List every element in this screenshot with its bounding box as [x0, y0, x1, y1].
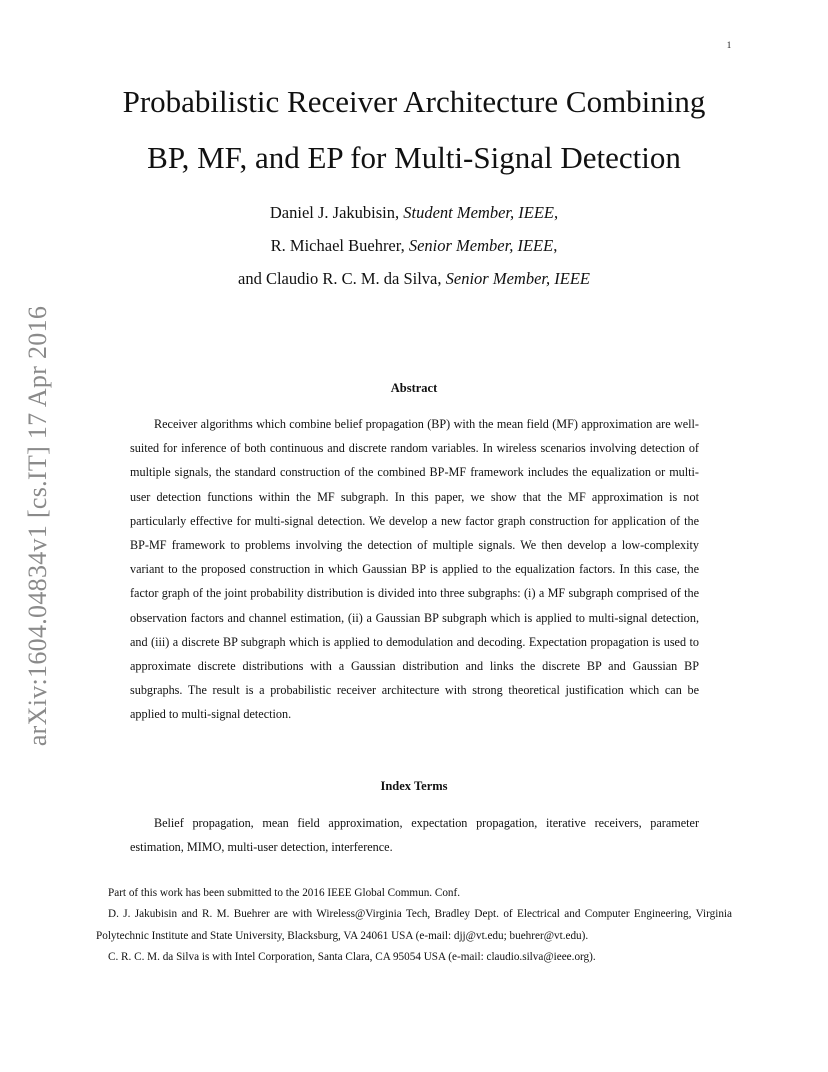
author-membership: Senior Member, IEEE: [445, 269, 590, 288]
author-suffix: ,: [554, 203, 559, 222]
title-line-1: Probabilistic Receiver Architecture Combining: [122, 84, 706, 119]
author-name: Daniel J. Jakubisin,: [269, 203, 400, 222]
footnote-affiliation-intel: C. R. C. M. da Silva is with Intel Corporation, Santa Clara, CA 95054 USA (e-mail: claudio.silva@ieee.org).: [108, 950, 596, 963]
author-line: [100, 229, 728, 262]
footnotes: [96, 883, 732, 968]
footnote-submission: Part of this work has been submitted to the 2016 IEEE Global Commun. Conf.: [108, 887, 461, 899]
abstract-text: Receiver algorithms which combine belief propagation (BP) with the mean field (MF) approximation are well-suited for inference of both continuous and discrete random variables. In wireless scenarios involving detection of multiple signals, the standard construction of the combined BP-MF framework includes the equalization or multi-user detection functions within the MF subgraph. In this paper, we show that the MF approximation is not particularly effective for multi-signal detection. We develop a new factor graph construction for application of the BP-MF framework to problems involving the detection of multiple signals. We then develop a low-complexity variant to the proposed construction in which Gaussian BP is applied to the equalization factors. In this case, the factor graph of the joint probability distribution is divided into three subgraphs: (i) a MF subgraph comprised of the observation factors and channel estimation, (ii) a Gaussian BP subgraph which is applied to multi-signal detection, and (iii) a discrete BP subgraph which is applied to demodulation and decoding. Expectation propagation is used to approximate discrete distributions with a Gaussian distribution and links the discrete BP and Gaussian BP subgraphs. The result is a probabilistic receiver architecture with strong theoretical justification which can be applied to multi-signal detection.: [130, 417, 699, 722]
author-suffix: ,: [553, 236, 558, 255]
footnote-affiliation-vt: D. J. Jakubisin and R. M. Buehrer are with Wireless@Virginia Tech, Bradley Dept. of Electrical and Computer Engineering, Virginia Polytechnic Institute and State University, Blacksburg, VA 24061 USA (e-mail: djj@vt.edu; buehrer@vt.edu).: [96, 908, 732, 942]
author-name: and Claudio R. C. M. da Silva,: [238, 269, 442, 288]
author-name: R. Michael Buehrer,: [270, 236, 405, 255]
author-block: [100, 196, 728, 295]
paper-title: [60, 74, 768, 186]
author-membership: Senior Member, IEEE: [408, 236, 554, 255]
arxiv-identifier-stamp[interactable]: arXiv:1604.04834v1 [cs.IT] 17 Apr 2016: [23, 305, 52, 747]
page-number: 1: [726, 40, 732, 50]
author-line: [100, 196, 728, 229]
index-terms-text: Belief propagation, mean field approximation, expectation propagation, iterative receivers, parameter estimation, MIMO, multi-user detection, interference.: [130, 816, 699, 855]
author-line: [100, 262, 728, 295]
abstract-heading: Abstract: [390, 381, 438, 395]
author-membership: Student Member, IEEE: [403, 203, 554, 222]
title-line-2: BP, MF, and EP for Multi-Signal Detection: [147, 140, 681, 175]
index-terms-heading: Index Terms: [380, 779, 448, 793]
